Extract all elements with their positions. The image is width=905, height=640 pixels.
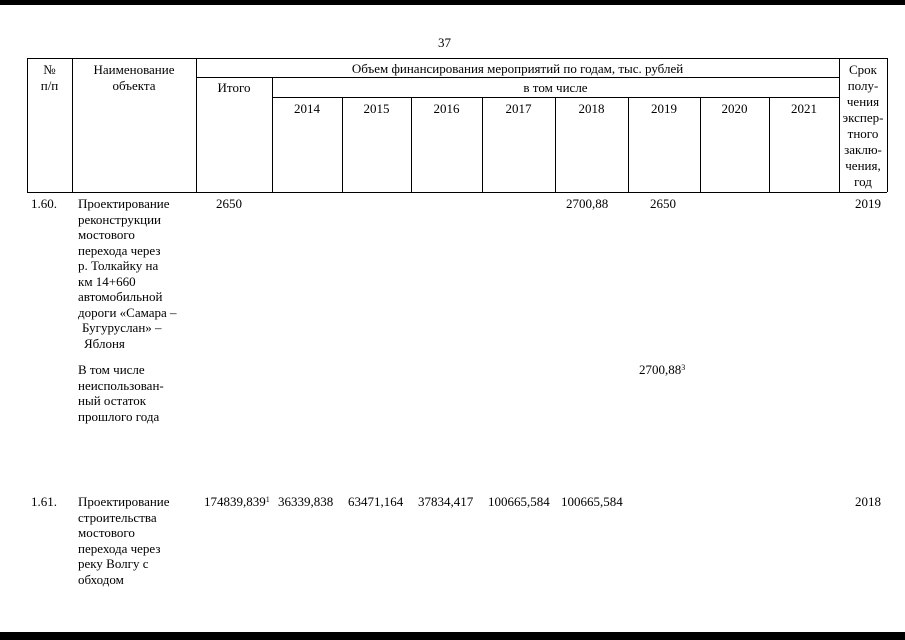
funding-header-line xyxy=(196,77,839,78)
table-top-line xyxy=(27,58,887,59)
row-160-sub-name xyxy=(78,362,164,424)
row-160-sub-name-line: неиспользован- xyxy=(78,377,164,393)
header-name-line: Наименование xyxy=(93,62,175,77)
row-161-name-line: Проектирование xyxy=(78,494,170,509)
row-161-name-line: перехода через xyxy=(78,540,161,556)
page-number: 37 xyxy=(438,35,451,50)
row-160-sub-name-line: прошлого года xyxy=(78,408,160,424)
top-border xyxy=(0,0,905,5)
header-year: 2015 xyxy=(363,101,390,116)
row-160-name-line: р. Толкайку на xyxy=(78,258,159,273)
header-deadline-line: тного xyxy=(847,126,879,141)
row-161-name-line: реку Волгу с xyxy=(78,556,149,571)
header-year: 2021 xyxy=(791,101,817,116)
header-name-line: объекта xyxy=(112,77,156,93)
row-160-name-line: перехода через xyxy=(78,242,161,258)
row-160-sub-name-line: В том числе xyxy=(78,362,145,377)
row-161-2014: 36339,838 xyxy=(278,494,334,509)
row-161-name-line: строительства xyxy=(78,509,157,525)
header-deadline-line: год xyxy=(854,174,872,189)
header-deadline-line: полу- xyxy=(847,78,879,93)
header-deadline-line: заклю- xyxy=(844,142,882,157)
row-161-total xyxy=(204,494,270,510)
row-160-name-line: мостового xyxy=(78,227,135,242)
header-year: 2020 xyxy=(721,101,748,116)
row-161-name-line: обходом xyxy=(78,571,124,587)
row-161-total-value: 174839,839 xyxy=(204,494,266,509)
row-160-2018: 2700,88 xyxy=(566,196,609,211)
header-deadline-line: чения, xyxy=(845,158,881,173)
row-161-num: 1.61. xyxy=(31,494,57,509)
row-160-deadline: 2019 xyxy=(855,196,881,211)
row-160-name-line: автомобильной xyxy=(78,289,163,304)
header-num xyxy=(27,62,72,93)
row-161-2016: 37834,417 xyxy=(418,494,474,509)
row-160-name-line: Бугуруслан» – xyxy=(82,320,162,335)
row-161-deadline: 2018 xyxy=(855,494,881,509)
header-year: 2018 xyxy=(578,101,605,116)
row-160-name-line: Проектирование xyxy=(78,196,170,211)
header-num-line: № xyxy=(43,62,56,77)
header-year: 2016 xyxy=(433,101,460,116)
header-total: Итого xyxy=(217,80,251,95)
row-160-name-line: реконструкции xyxy=(78,211,162,227)
row-160-name-line: дороги «Самара – xyxy=(78,304,177,320)
header-year: 2019 xyxy=(651,101,677,116)
row-161-2018: 100665,584 xyxy=(561,494,623,509)
row-160-name-line: км 14+660 xyxy=(78,273,136,289)
row-160-num: 1.60. xyxy=(31,196,57,211)
row-160-total: 2650 xyxy=(216,196,242,211)
row-160-2019: 2650 xyxy=(650,196,676,211)
row-161-name xyxy=(78,494,170,587)
header-name xyxy=(72,62,196,93)
header-deadline xyxy=(839,62,887,190)
footnote-mark: 1 xyxy=(265,495,270,504)
header-deadline-line: чения xyxy=(846,94,880,109)
row-161-name-line: мостового xyxy=(78,525,135,540)
footnote-mark: 3 xyxy=(681,363,686,372)
row-160-sub-name-line: ный остаток xyxy=(78,393,147,408)
row-161-2015: 63471,164 xyxy=(348,494,404,509)
header-bottom-line xyxy=(27,192,887,193)
col-line xyxy=(196,58,197,192)
row-160-name xyxy=(78,196,177,351)
header-funding: Объем финансирования мероприятий по годам, тыс. рублей xyxy=(351,61,684,76)
header-deadline-line: Срок xyxy=(849,62,877,77)
row-160-name-line: Яблоня xyxy=(84,335,125,351)
header-year: 2014 xyxy=(294,101,320,116)
row-160-sub-2019 xyxy=(639,362,685,378)
row-160-sub-2019-value: 2700,88 xyxy=(639,362,682,377)
header-year: 2017 xyxy=(505,101,532,116)
row-161-2017: 100665,584 xyxy=(488,494,550,509)
header-num-line: п/п xyxy=(40,77,59,93)
col-line xyxy=(887,58,888,192)
bottom-border xyxy=(0,632,905,640)
header-incl: в том числе xyxy=(523,80,588,95)
header-deadline-line: экспер- xyxy=(842,110,884,125)
